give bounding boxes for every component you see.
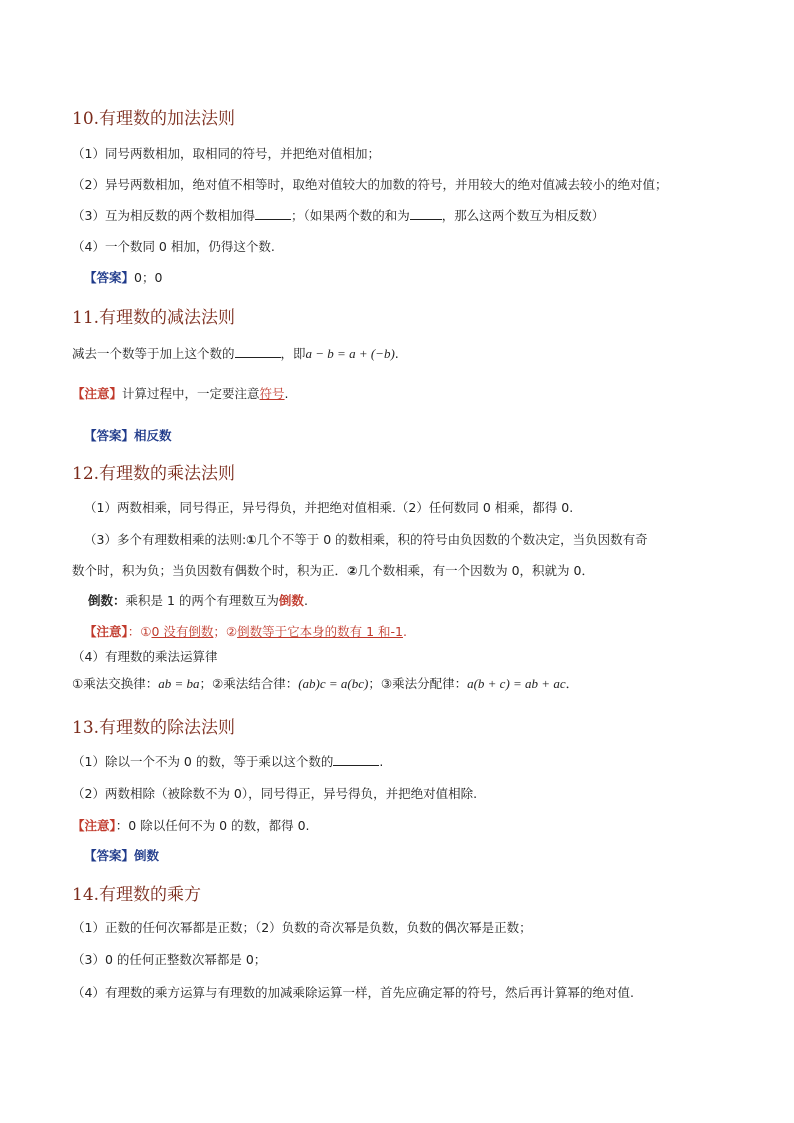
s12-note	[84, 622, 407, 640]
s13-note	[72, 816, 310, 834]
reciprocal-text-a: 乘积是 1 的两个有理数互为	[125, 593, 279, 608]
s13-line-1-part-b: .	[379, 754, 384, 769]
subtraction-formula: a − b = a + (−b)	[305, 346, 395, 361]
s14-line-2: （3）0 的任何正整数次幂都是 0；	[72, 952, 267, 967]
s12-line-3-part-b: 几个数相乘，有一个因数为 0，积就为 0．	[357, 563, 594, 578]
answer-blank	[235, 345, 281, 358]
answer-label: 【答案】	[84, 848, 135, 863]
note-text-a: ：①	[127, 624, 152, 639]
s13-answer	[84, 846, 159, 864]
reciprocal-label: 倒数：	[88, 593, 126, 608]
s13-line-2: （2）两数相除（被除数不为 0），同号得正，异号得负，并把绝对值相除.	[72, 786, 478, 801]
answer-label: 【答案】	[84, 428, 135, 443]
note-highlight-2: 倒数等于它本身的数有 1 和-1	[237, 624, 404, 639]
s12-line-2-part-a: （3）多个有理数相乘的法则:	[84, 532, 247, 547]
s13-line-1-part-a: （1）除以一个不为 0 的数，等于乘以这个数的	[72, 754, 334, 769]
answer-blank	[255, 207, 291, 220]
law-distributive-label: ；③乘法分配律：	[368, 676, 468, 691]
s14-line-1: （1）正数的任何次幂都是正数；（2）负数的奇次幂是负数，负数的偶次幂是正数；	[72, 920, 532, 935]
s10-line-3-part-b: ；（如果两个数的和为	[290, 208, 410, 223]
section-14-title: 14.有理数的乘方	[72, 885, 202, 905]
s12-line-3	[72, 561, 594, 579]
note-text-a: 计算过程中，一定要注意	[122, 386, 260, 401]
s13-line-1	[72, 752, 383, 770]
law-commutative-label: ①乘法交换律：	[72, 676, 159, 691]
s12-line-1: （1）两数相乘，同号得正，异号得负，并把绝对值相乘.（2）任何数同 0 相乘，都得 0.	[84, 500, 574, 515]
s12-line-2	[84, 530, 648, 548]
s12-laws	[72, 674, 578, 692]
s11-note	[72, 384, 289, 402]
s12-line-3-part-a: 数个时，积为负；当负因数有偶数个时，积为正．	[72, 563, 348, 578]
note-text: ：0 除以任何不为 0 的数，都得 0.	[115, 818, 310, 833]
s12-reciprocal	[88, 591, 308, 609]
note-text-highlight: 符号	[259, 386, 285, 401]
s10-line-3	[72, 206, 604, 224]
note-text-c: ；②	[213, 624, 238, 639]
note-highlight-1: 0 没有倒数	[151, 624, 214, 639]
answer-value: 相反数	[134, 428, 172, 443]
circled-number-1: ①	[246, 532, 257, 547]
s11-line-1-part-c: .	[394, 346, 399, 361]
circled-number-2: ②	[347, 563, 358, 578]
s12-line-5: （4）有理数的乘法运算律	[72, 649, 218, 664]
s10-line-3-part-c: ，那么这两个数互为相反数）	[441, 208, 605, 223]
law-end: ．	[565, 676, 579, 691]
answer-value: 0；0	[134, 270, 163, 285]
section-11-title: 11.有理数的减法法则	[72, 308, 236, 328]
law-commutative-formula: ab = ba	[158, 676, 200, 691]
answer-blank	[410, 207, 442, 220]
note-text-c: .	[284, 386, 289, 401]
law-distributive-formula: a(b + c) = ab + ac	[467, 676, 566, 691]
s12-line-2-part-b: 几个不等于 0 的数相乘，积的符号由负因数的个数决定，当负因数有奇	[256, 532, 648, 547]
note-text-e: .	[403, 624, 407, 639]
s10-line-2: （2）异号两数相加，绝对值不相等时，取绝对值较大的加数的符号，并用较大的绝对值减去较小的绝对值；	[72, 177, 668, 192]
note-label: 【注意】	[84, 624, 128, 639]
note-label: 【注意】	[72, 386, 123, 401]
law-associative-formula: (ab)c = a(bc)	[298, 676, 369, 691]
answer-label: 【答案】	[84, 270, 135, 285]
s10-line-3-part-a: （3）互为相反数的两个数相加得	[72, 208, 255, 223]
s11-line-1-part-a: 减去一个数等于加上这个数的	[72, 346, 235, 361]
s10-line-1: （1）同号两数相加，取相同的符号，并把绝对值相加；	[72, 146, 380, 161]
answer-blank	[333, 753, 379, 766]
s11-line-1-part-b: ，即	[280, 346, 306, 361]
section-13-title: 13.有理数的除法法则	[72, 718, 236, 738]
reciprocal-highlight: 倒数	[278, 593, 304, 608]
note-label: 【注意】	[72, 818, 116, 833]
s10-line-4: （4）一个数同 0 相加，仍得这个数.	[72, 239, 275, 254]
s11-line-1	[72, 344, 399, 362]
answer-value: 倒数	[134, 848, 160, 863]
s14-line-3: （4）有理数的乘方运算与有理数的加减乘除运算一样，首先应确定幂的符号，然后再计算幂的绝对值.	[72, 985, 634, 1000]
section-10-title: 10.有理数的加法法则	[72, 109, 236, 129]
reciprocal-text-c: .	[303, 593, 308, 608]
s10-answer	[84, 268, 162, 286]
law-associative-label: ；②乘法结合律：	[199, 676, 299, 691]
section-12-title: 12.有理数的乘法法则	[72, 464, 236, 484]
s11-answer	[84, 426, 172, 444]
